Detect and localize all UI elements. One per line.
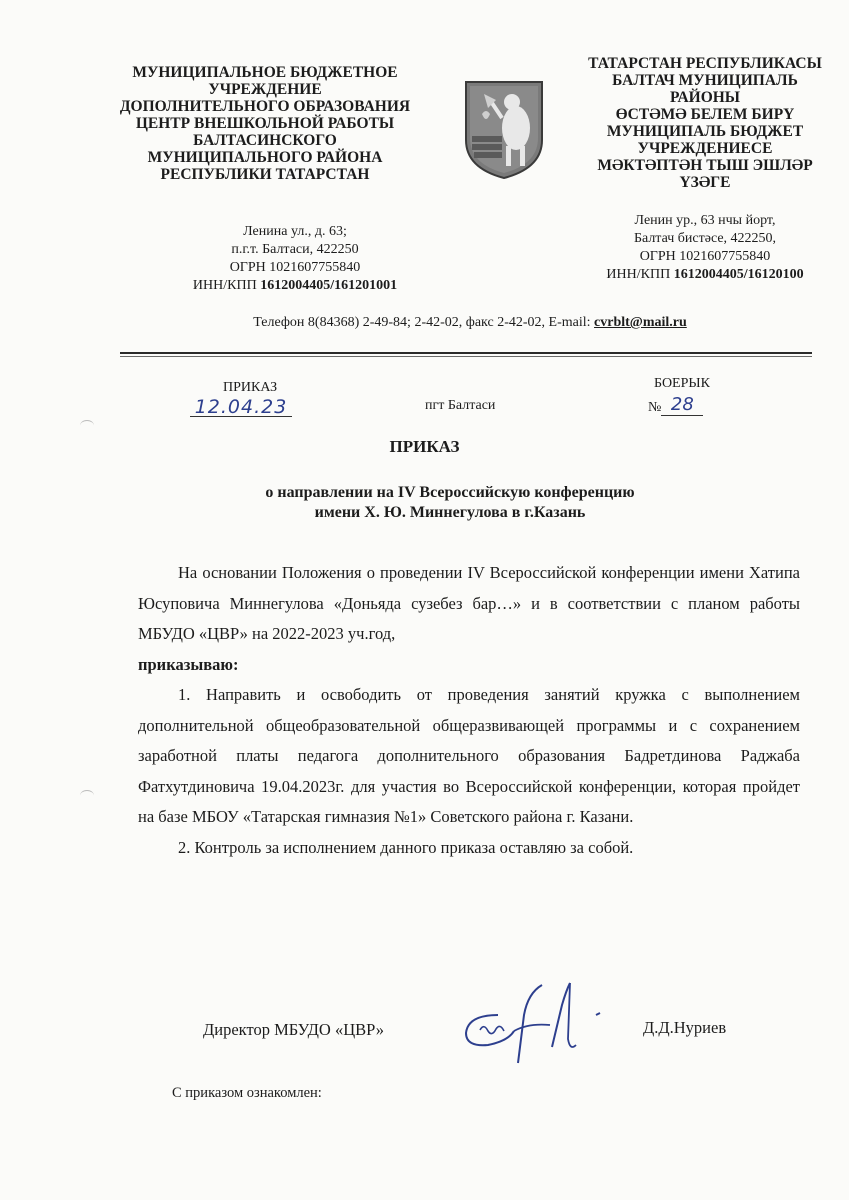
order-number-field: [661, 394, 703, 416]
order-date-handwritten: 12.04.23: [194, 396, 288, 418]
header-left-line: УЧРЕЖДЕНИЕ: [208, 81, 322, 98]
header-right-line: ТАТАРСТАН РЕСПУБЛИКАСЫ: [588, 55, 822, 72]
inn-right: [570, 266, 840, 284]
header-left-line: ЦЕНТР ВНЕШКОЛЬНОЙ РАБОТЫ: [135, 115, 395, 132]
handwritten-signature: [458, 975, 618, 1065]
header-right-line: МУНИЦИПАЛЬ БЮДЖЕТ: [606, 123, 804, 140]
scan-artifact: [80, 420, 94, 431]
address-right-line: Балтач бистәсе, 422250,: [633, 231, 777, 246]
order-label-left: ПРИКАЗ: [223, 380, 278, 395]
order-item-2: 2. Контроль за исполнением данного приказа оставляю за собой.: [178, 837, 634, 857]
scan-artifact: [80, 790, 94, 801]
header-right-line: РАЙОНЫ: [669, 89, 741, 106]
inn-right-label: ИНН/КПП: [606, 267, 671, 282]
subject-line: о направлении на IV Всероссийскую конференцию: [265, 484, 635, 501]
inn-left-label: ИНН/КПП: [192, 278, 257, 293]
subject-line: имени Х. Ю. Миннегулова в г.Казань: [314, 504, 586, 521]
address-left: [170, 223, 420, 295]
order-item-1: 1. Направить и освободить от проведения занятий кружка с выполнением дополнительной общеобразовательной общеразвивающей программы и с сохранением заработной платы педагога дополнительного образования Бадретдинова Раджаба Фатхутдиновича 19.04.2023г. для участия во Всероссийской конференции, которая пройдет на базе МБОУ «Татарская гимназия №1» Советского района г. Казани.: [138, 685, 800, 826]
order-number-handwritten: 28: [670, 394, 694, 415]
contact-text: Телефон 8(84368) 2-49-84; 2-42-02, факс 2-42-02, E-mail:: [253, 315, 595, 330]
header-right: [555, 55, 849, 191]
order-word: приказываю:: [138, 654, 239, 674]
email-link[interactable]: cvrblt@mail.ru: [594, 315, 687, 330]
document-title: ПРИКАЗ: [389, 437, 460, 456]
intro-paragraph: На основании Положения о проведении IV Всероссийской конференции имени Хатипа Юсуповича Миннегулова «Доньяда сузебез бар…» и в соответствии с планом работы МБУДО «ЦВР» на 2022-2023 уч.год,: [138, 563, 800, 643]
header-left: [100, 64, 430, 183]
inn-left-value: 1612004405/161201001: [260, 278, 398, 293]
header-left-line: МУНИЦИПАЛЬНОЕ БЮДЖЕТНОЕ: [132, 64, 398, 81]
document-body: [138, 558, 800, 863]
acknowledgement-line: С приказом ознакомлен:: [172, 1085, 322, 1101]
header-right-line: БАЛТАЧ МУНИЦИПАЛЬ: [612, 72, 798, 89]
header-right-line: ҮЗӘГЕ: [679, 174, 731, 191]
header-right-line: МӘКТӘПТӘН ТЫШ ЭШЛӘР: [597, 157, 813, 174]
order-place: пгт Балтаси: [425, 398, 496, 413]
address-right: [570, 212, 840, 284]
header-left-line: РЕСПУБЛИКИ ТАТАРСТАН: [160, 166, 370, 183]
address-right-line: Ленин ур., 63 нчы йорт,: [634, 213, 776, 228]
address-left-line: ОГРН 1021607755840: [229, 260, 361, 275]
address-left-line: п.г.т. Балтаси, 422250: [231, 242, 359, 257]
signatory-name: Д.Д.Нуриев: [643, 1018, 727, 1037]
document-subject: [100, 483, 800, 523]
order-label-right: БОЕРЫК: [654, 376, 710, 391]
header-right-line: ӨСТӘМӘ БЕЛЕМ БИРҮ: [615, 106, 795, 123]
signatory-role: Директор МБУДО «ЦВР»: [203, 1020, 384, 1039]
header-divider-thin: [120, 356, 812, 357]
order-number-prefix: №: [648, 400, 662, 415]
coat-of-arms-emblem: [462, 78, 546, 182]
header-right-line: УЧРЕЖДЕНИЕСЕ: [637, 140, 773, 157]
contact-line: [150, 315, 790, 331]
order-date: [190, 396, 292, 417]
inn-left: [170, 277, 420, 295]
address-left-line: Ленина ул., д. 63;: [243, 224, 347, 239]
header-divider: [120, 352, 812, 354]
order-number: [648, 394, 703, 416]
address-right-line: ОГРН 1021607755840: [639, 249, 771, 264]
header-left-line: ДОПОЛНИТЕЛЬНОГО ОБРАЗОВАНИЯ: [119, 98, 411, 115]
header-left-line: МУНИЦИПАЛЬНОГО РАЙОНА: [147, 149, 383, 166]
inn-right-value: 1612004405/16120100: [673, 267, 804, 282]
header-left-line: БАЛТАСИНСКОГО: [193, 132, 337, 149]
